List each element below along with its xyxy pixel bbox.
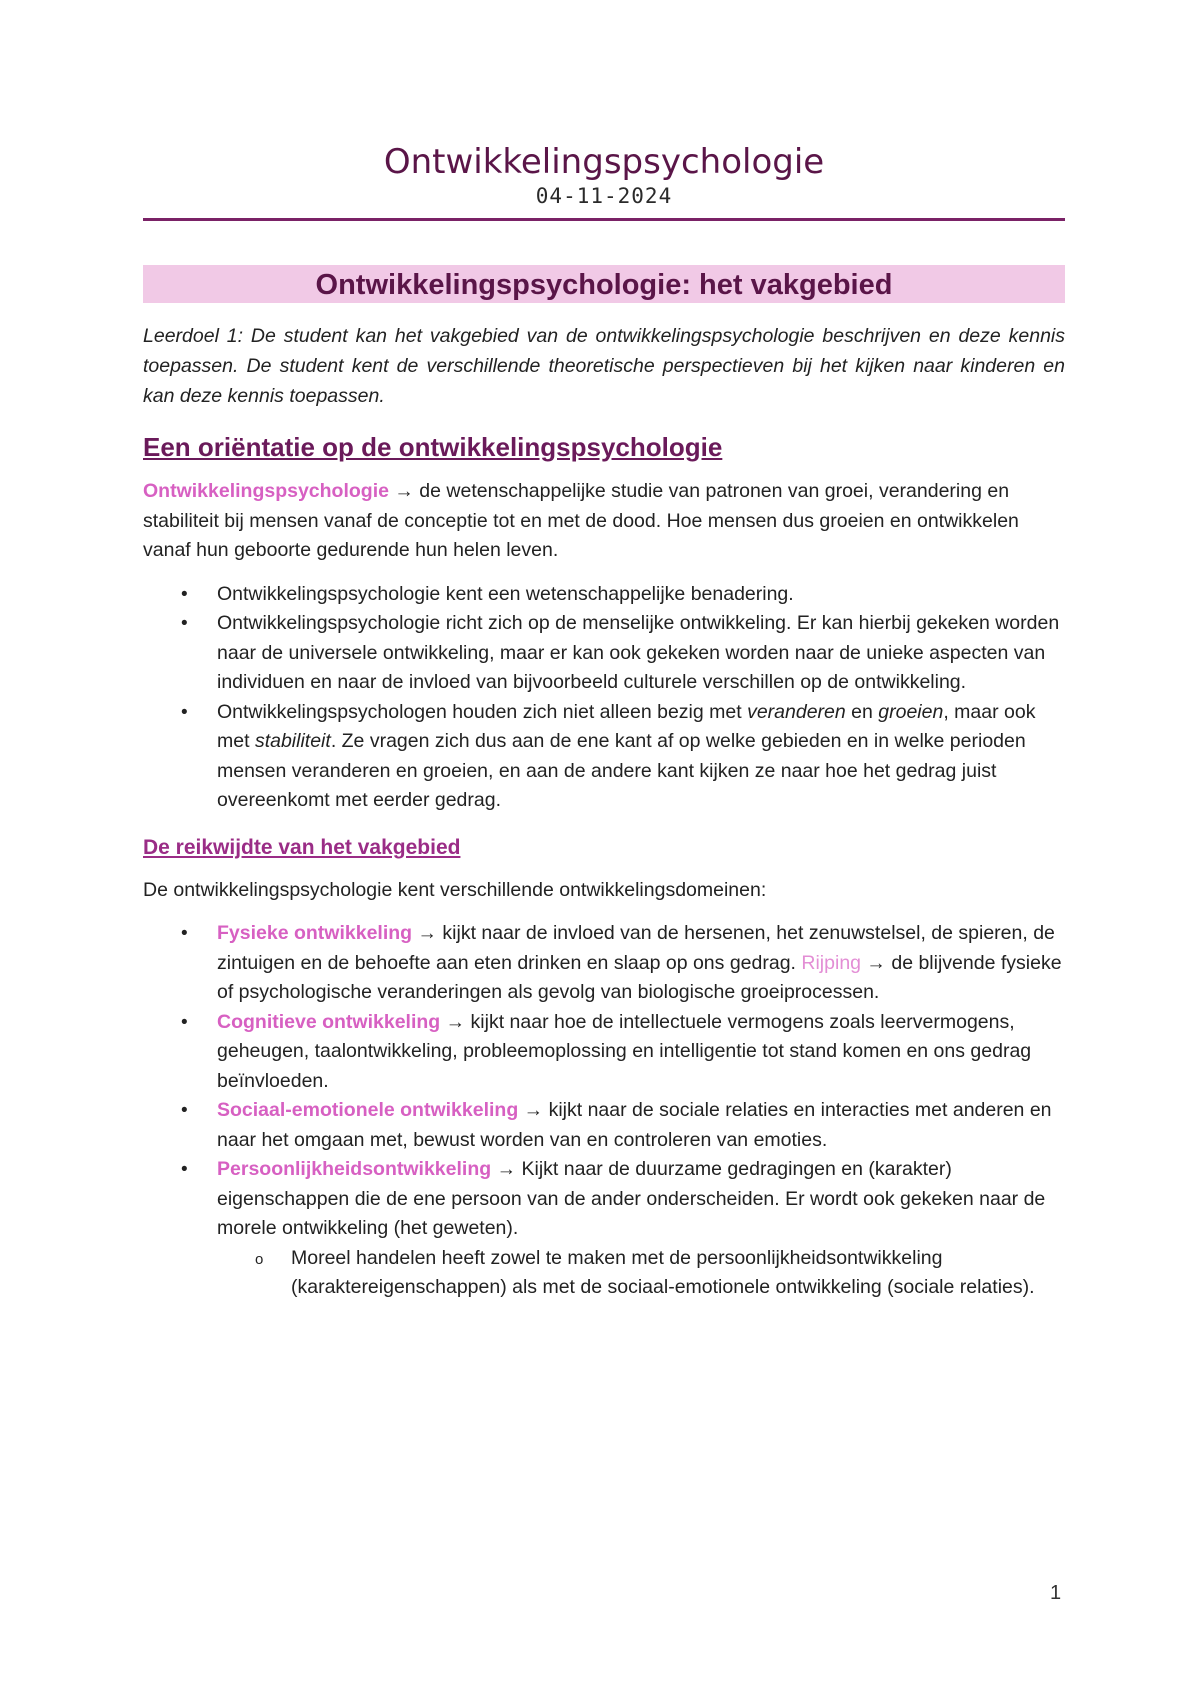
list-item-text: Ontwikkelingspsychologen houden zich niet alleen bezig met [217,700,748,723]
bullet-icon: • [181,613,188,634]
list-item-text: Ontwikkelingspsychologie richt zich op de menselijke ontwikkeling. Er kan hierbij gekeken worden naar de universele ontwikkeling, maar er kan ook gekeken worden naar de unieke aspecten van individuen en naar de invloed van bijvoorbeeld culturele verschillen op de ontwikkeling. [217,612,1060,693]
definition-paragraph [143,477,1065,566]
bullet-icon: • [181,1011,188,1033]
domain-subterm: Rijping [801,951,862,974]
domain-term: Cognitieve ontwikkeling [217,1010,441,1033]
bullet-icon: • [181,1100,188,1121]
heading-scope: De reikwijdte van het vakgebied [143,835,461,859]
document-page [143,140,1065,1303]
sub-list [217,1244,1065,1303]
emphasis: stabiliteit [254,730,331,752]
domain-subtext: → de blijvende fysieke of psychologische veranderingen als gevolg van biologische groeiprocessen. [217,951,1062,1003]
definition-text: → de wetenschappelijke studie van patronen van groei, verandering en stabiliteit bij mensen vanaf de conceptie tot en met de dood. Hoe mensen dus groeien en ontwikkelen vanaf hun geboorte gedurende hun helen leven. [143,480,1019,561]
domain-term: Fysieke ontwikkeling [217,922,413,944]
emphasis: veranderen [747,700,846,723]
sub-list-item [217,1244,1065,1303]
domain-text: → kijkt naar de invloed van de hersenen, het zenuwstelsel, de spieren, de zintuigen en de behoefte aan eten drinken en slaap op ons gedrag. [217,922,1055,974]
domain-text: → kijkt naar de sociale relaties en interacties met anderen en naar het omgaan met, bewust worden van en controleren van emoties. [217,1099,1052,1151]
list-item [143,1155,1065,1303]
circle-bullet-icon: o [255,1250,264,1268]
list-item [143,1008,1065,1097]
page-number: 1 [1050,1582,1062,1604]
list-item-text: . Ze vragen zich dus aan de ene kant af op welke gebieden en in welke perioden mensen veranderen en groeien, en aan de andere kant kijken ze naar hoe het gedrag juist overeenkomt met eerder gedrag. [217,730,1026,811]
domain-term: Sociaal-emotionele ontwikkeling [217,1099,519,1121]
list-item-text: , maar ook met [217,700,1036,752]
domain-term: Persoonlijkheidsontwikkeling [217,1158,492,1180]
list-item [143,609,1065,698]
bullet-icon: • [181,701,188,723]
bullet-icon: • [181,1159,188,1180]
learning-goal: Leerdoel 1: De student kan het vakgebied van de ontwikkelingspsychologie beschrijven en deze kennis toepassen. De student kent de verschillende theoretische perspectieven bij het kijken naar kinderen en kan deze kennis toepassen. [143,325,1065,407]
bullet-icon: • [181,923,188,944]
sub-list-item-text: Moreel handelen heeft zowel te maken met de persoonlijkheidsontwikkeling (karaktereigenschappen) als met de sociaal-emotionele ontwikkeling (sociale relaties). [291,1246,1035,1298]
definition-term: Ontwikkelingspsychologie [143,480,389,502]
list-item [143,919,1065,1008]
list-item [143,1096,1065,1155]
domain-text: → kijkt naar hoe de intellectuele vermogens zoals leervermogens, geheugen, taalontwikkeling, probleemoplossing en intelligentie tot stand komen en ons gedrag beïnvloeden. [217,1010,1032,1092]
document-date: 04-11-2024 [535,184,673,208]
list-item-text: en [845,700,879,723]
document-title: Ontwikkelingspsychologie [383,142,825,182]
orientation-list [143,580,1065,816]
title-divider [143,218,1065,221]
list-item [143,698,1065,816]
list-item [143,580,1065,610]
scope-intro: De ontwikkelingspsychologie kent verschillende ontwikkelingsdomeinen: [143,878,767,901]
domains-list [143,919,1065,1303]
list-item-text: Ontwikkelingspsychologie kent een wetenschappelijke benadering. [217,582,794,605]
emphasis: groeien [878,700,944,723]
bullet-icon: • [181,583,188,605]
section-title: Ontwikkelingspsychologie: het vakgebied [143,265,1065,303]
domain-text: → Kijkt naar de duurzame gedragingen en (karakter) eigenschappen die de ene persoon van de ander onderscheiden. Er wordt ook gekeken naar de morele ontwikkeling (het geweten). [217,1158,1046,1239]
heading-orientation: Een oriëntatie op de ontwikkelingspsychologie [143,432,723,462]
